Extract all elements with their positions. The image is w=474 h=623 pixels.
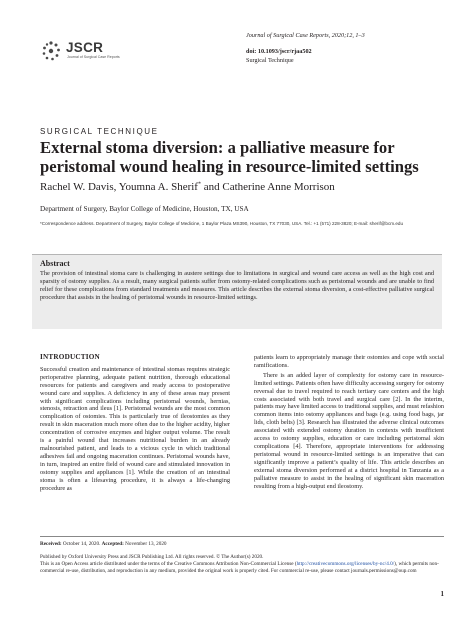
accepted-date: November 13, 2020 [123,541,167,547]
received-label: Received: [40,541,62,547]
accepted-label: Accepted: [101,541,124,547]
footer-divider [40,536,444,537]
body-paragraph: There is an added layer of complexity for ostomy care in resource-limited settings. Patients often have difficulty accessing surgery for ostomy reversal due to travel required to reach tertiary care centers and the high costs associated with both travel and surgical care [2]. In the interim, patients may have limited access to traditional supplies, and must refashion common items into ostomy appliances and bags (e.g. using food bags, jar lids, cloth belts) [3]. Research has illustrated the adverse clinical outcomes associated with extended ostomy duration in contexts with insufficient access to ostomy supplies, education or care including peristomal skin complications [4]. Therefore, appropriate interventions for addressing peristomal wound in resource-limited settings is an imperative that can significantly improve a patient’s quality of life. This article describes an external stoma diversion performed at a district hospital in Tanzania as a palliative measure to assist in the healing of significant skin maceration resulting from a high-output end ileostomy. [254,371,444,490]
introduction-heading: INTRODUCTION [40,353,100,361]
logo-subtitle: Journal of Surgical Case Reports [67,55,120,59]
publication-info [40,554,450,575]
article-type: Surgical Technique [246,56,294,64]
doi[interactable]: doi: 10.1093/jscr/rjaa502 [246,48,312,56]
body-paragraph: Successful creation and maintenance of intestinal stomas requires strategic perioperative planning, adequate patient nutrition, thorough educational resources for patients and caregivers and ready access to postoperative wound care and supplies. A deficiency in any of these areas may present with significant complications including peristomal wounds, hernias, stenosis, retraction and ileus [1]. Peristomal wounds are the most common complication of ostomies. This is particularly true of ileostomies as they result in skin maceration much more often due to the higher acidity, higher concentration of corrosive enzymes and higher output volume. The result is a painful wound that increases nutritional burden in an already malnourished patient, and leads to a vicious cycle in which traditional adhesives fail and ongoing maceration continues. Peristomal wounds have, in turn, inspired an entire field of wound care and stimulated innovation in ostomy supplies and appliances [1]. While the creation of an intestinal stoma is often a lifesaving procedure, it is always a life-changing procedure as [40,365,230,492]
license-text [40,561,450,575]
license-text-end: ), which permits non-commercial re-use, distribution, and reproduction in any medium, provided the original work is properly cited. For commercial re-use, please contact journals.permissions@oup.com [40,560,439,574]
publisher-line: Published by Oxford University Press and JSCR Publishing Ltd. All rights reserved. © The Author(s) 2020. [40,554,264,560]
page-number: 1 [440,590,444,598]
received-date: October 14, 2020. [61,541,102,547]
article-dates [40,541,167,547]
body-paragraph: patients learn to appropriately manage their ostomies and cope with social ramifications. [254,354,444,369]
license-link[interactable]: http://creativecommons.org/licenses/by-nc/4.0/ [296,560,395,567]
abstract-text: The provision of intestinal stoma care is challenging in austere settings due to limitations in surgical and wound care access as well as the high cost and sparsity of ostomy supplies. As a result, many surgical patients suffer from ostomy-related complications such as peristomal wounds and are unable to find relief for these complications from standard treatments and measures. This article describes the external stoma diversion, a cost-effective palliative surgical procedure that assists in the healing of peristomal wounds in resource-limited settings. [40,270,434,301]
authors-text: Rachel W. Davis, Youmna A. Sherif [40,181,198,193]
article-meta [246,32,446,65]
abstract-box [32,254,442,329]
affiliation: Department of Surgery, Baylor College of Medicine, Houston, TX, USA [40,205,249,213]
license-text-start: This is an Open Access article distributed under the terms of the Creative Commons Attribution Non-Commercial License ( [40,560,297,567]
body-column-right [254,354,444,490]
authors-text-end: and Catherine Anne Morrison [200,181,335,193]
body-column-left [40,354,230,492]
journal-logo [40,40,120,62]
author-list [40,181,335,193]
corresponding-mark: * [197,181,201,188]
jscr-logo-icon [40,40,62,62]
abstract-heading: Abstract [40,259,70,268]
logo-name: JSCR [66,40,104,55]
section-label: SURGICAL TECHNIQUE [40,127,159,136]
journal-citation: Journal of Surgical Case Reports, 2020;12, 1–3 [246,32,365,39]
article-title: External stoma diversion: a palliative measure for peristomal wound healing in resource-limited settings [40,138,419,176]
correspondence: *Correspondence address. Department of Surgery, Baylor College of Medicine, 1 Baylor Plaza MS390, Houston, TX 77030, USA. Tel.: +1 (571) 228-3820; E-mail: sherif@bcm.edu [40,221,404,226]
